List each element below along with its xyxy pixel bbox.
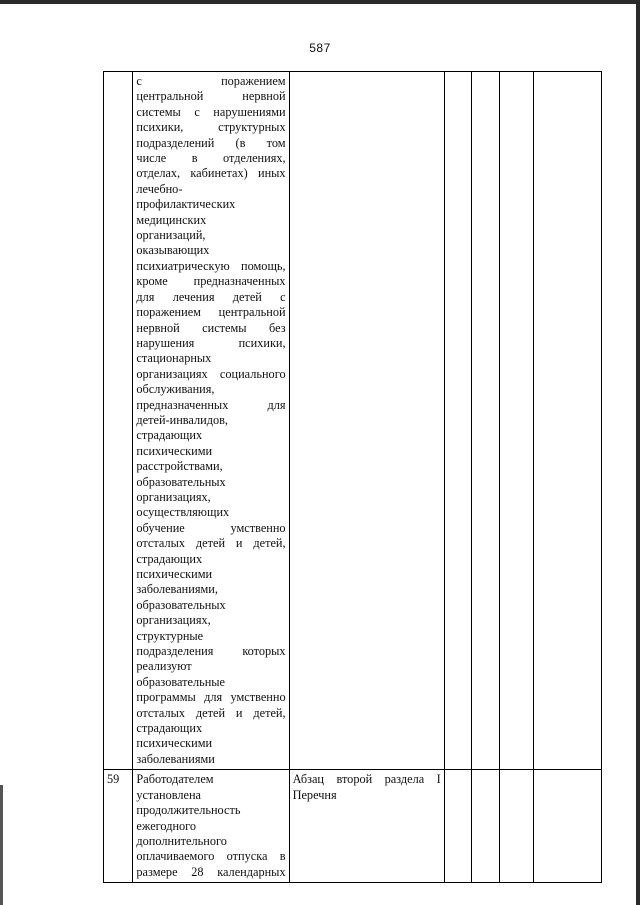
text-line: дополнительного bbox=[136, 833, 227, 848]
text-line: нервной системы без bbox=[136, 320, 286, 335]
text-line: кроме предназначенных bbox=[136, 274, 286, 289]
text-line: организациях, bbox=[136, 613, 211, 628]
text-line: стационарных bbox=[136, 351, 212, 366]
text-line: образовательных bbox=[136, 474, 226, 489]
text-line: отсталых детей и детей, bbox=[136, 536, 286, 551]
text-line: продолжительность bbox=[136, 803, 241, 818]
row-reference-cell bbox=[289, 770, 444, 883]
text-line: системы с нарушениями bbox=[136, 104, 286, 119]
text-line: лечебно- bbox=[136, 181, 183, 196]
text-line: обучение умственно bbox=[136, 520, 286, 535]
empty-cell bbox=[534, 770, 602, 883]
row-description-cell bbox=[133, 72, 289, 770]
text-line: Перечня bbox=[292, 787, 337, 802]
text-line: Работодателем bbox=[136, 772, 214, 787]
empty-cell bbox=[472, 770, 499, 883]
text-line: психики, структурных bbox=[136, 120, 286, 135]
text-line: заболеваниями, bbox=[136, 582, 218, 597]
text-line: подразделений (в том bbox=[136, 135, 286, 150]
text-line: для лечения детей с bbox=[136, 289, 286, 304]
text-line: оплачиваемого отпуска в bbox=[136, 849, 286, 864]
text-line: размере 28 календарных bbox=[136, 864, 286, 879]
text-line: страдающих bbox=[136, 721, 203, 736]
row-number-cell bbox=[104, 72, 133, 770]
empty-cell bbox=[444, 72, 471, 770]
empty-cell bbox=[472, 72, 499, 770]
table-row bbox=[104, 72, 602, 770]
text-line: числе в отделениях, bbox=[136, 151, 286, 166]
text-line: расстройствами, bbox=[136, 459, 223, 474]
text-line: психиатрическую помощь, bbox=[136, 258, 286, 273]
text-line: медицинских bbox=[136, 212, 207, 227]
empty-cell bbox=[444, 770, 471, 883]
text-line: организациях социального bbox=[136, 366, 286, 381]
text-line: психическими bbox=[136, 443, 213, 458]
text-line: центральной нервной bbox=[136, 89, 286, 104]
empty-cell bbox=[499, 72, 533, 770]
text-line: обслуживания, bbox=[136, 382, 215, 397]
text-line: детей-инвалидов, bbox=[136, 412, 229, 427]
text-line: отсталых детей и детей, bbox=[136, 705, 286, 720]
scan-edge-top bbox=[0, 0, 640, 4]
row-reference-cell bbox=[289, 72, 444, 770]
text-line: психическими bbox=[136, 567, 213, 581]
text-line: Абзац второй раздела I bbox=[292, 772, 441, 787]
page-number: 587 bbox=[309, 41, 331, 55]
text-line: отделах, кабинетах) иных bbox=[136, 166, 286, 181]
text-line: ежегодного bbox=[136, 818, 197, 833]
text-line: психическими bbox=[136, 736, 213, 751]
text-line: организациях, bbox=[136, 489, 211, 504]
scan-edge-right bbox=[636, 0, 640, 905]
text-line: установлена bbox=[136, 787, 202, 802]
text-line: страдающих bbox=[136, 551, 203, 566]
text-line: страдающих bbox=[136, 428, 203, 443]
table-row bbox=[104, 770, 602, 883]
text-line: осуществляющих bbox=[136, 505, 230, 520]
text-line: образовательных bbox=[136, 597, 226, 612]
text-line: профилактических bbox=[136, 197, 236, 212]
text-line: реализуют bbox=[136, 659, 192, 674]
text-line: поражением центральной bbox=[136, 305, 286, 320]
text-line: предназначенных для bbox=[136, 397, 286, 412]
text-line: образовательные bbox=[136, 674, 226, 689]
text-line: оказывающих bbox=[136, 243, 210, 258]
text-line: нарушения психики, bbox=[136, 335, 286, 350]
text-line: заболеваниями bbox=[136, 751, 215, 766]
text-line: структурные bbox=[136, 628, 204, 643]
empty-cell bbox=[499, 770, 533, 883]
document-table bbox=[103, 71, 602, 883]
text-line: подразделения которых bbox=[136, 644, 286, 659]
scan-edge-left bbox=[0, 785, 3, 905]
text-line: программы для умственно bbox=[136, 690, 286, 705]
row-number-cell: 59 bbox=[104, 770, 133, 883]
text-line: организаций, bbox=[136, 228, 206, 243]
text-line: с поражением bbox=[136, 74, 286, 88]
empty-cell bbox=[534, 72, 602, 770]
row-description-cell bbox=[133, 770, 289, 883]
